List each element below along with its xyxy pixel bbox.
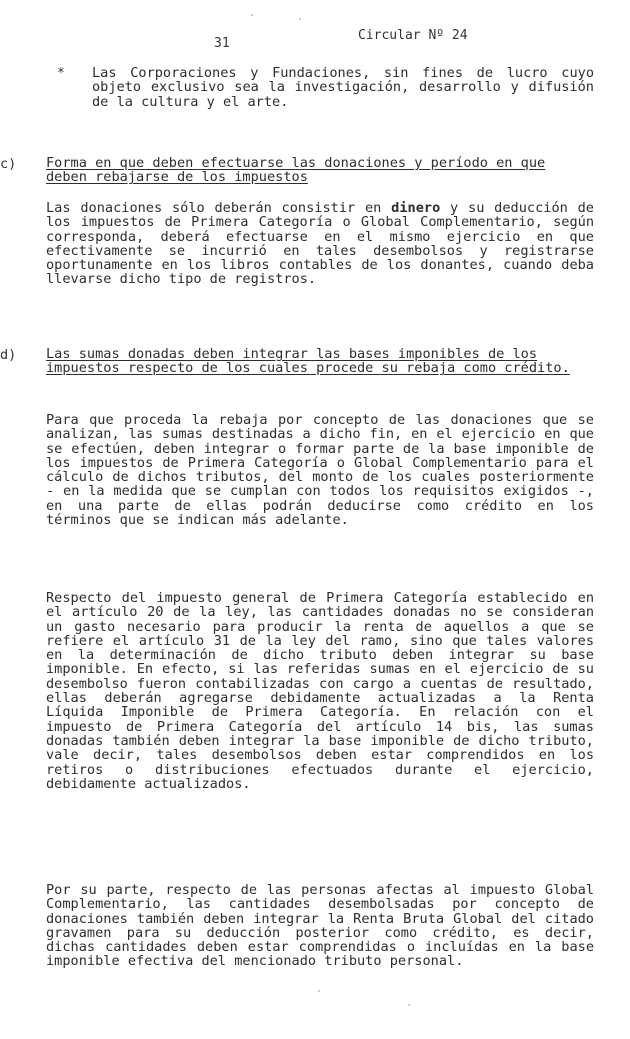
section-c-letter: c) — [0, 156, 17, 172]
section-d-paragraph-2: Respecto del impuesto general de Primera Categoría establecido en el artículo 20 de la ley, las cantidades donadas no se consideran un gasto necesario para producir la renta de aquellos a que se refiere el artículo 31 de la ley del ramo, sino que tales valores en la determinación de dicho tributo deben integrar su base imponible. En efecto, si las referidas sumas en el ejercicio de su desembolso fueron contabilizadas con cargo a cuentas de resultado, ellas deberán agregarse debidamente actualizadas a la Renta Líquida Imponible de Primera Categoría. En relación con el impuesto de Primera Categoría del artículo 14 bis, las sumas donadas también deben integrar la base imponible de dicho tributo, vale decir, tales desembolsos deben estar comprendidos en los retiros o distribuciones efectuados durante el ejercicio, debidamente actualizados. — [46, 590, 594, 792]
bullet-marker: * — [57, 66, 65, 81]
scan-speck — [299, 18, 301, 20]
section-c-paragraph-part1: Las donaciones sólo deberán consistir en — [46, 200, 392, 216]
page-number: 31 — [214, 36, 230, 51]
section-d-paragraph-1: Para que proceda la rebaja por concepto de las donaciones que se analizan, las sumas destinadas a dicho fin, en el ejercicio en que se efectúen, deben integrar o formar parte de la base imponible de los impuestos de Primera Categoría o Global Complementario para el cálculo de dichos tributos, del monto de los cuales posteriormente - en la medida que se cumplan con todos los requisitos exigidos -, en una parte de ellas podrán deducirse como crédito en los términos que se indican más adelante. — [46, 412, 594, 529]
section-c-paragraph-part2: y su deducción de los impuestos de Primera Categoría o Global Complementario, según corresponda, deberá efectuarse en el mismo ejercicio en que efectivamente se incurrió en tales desembolsos y registrarse oportunamente en los libros contables de los donantes, cuando deba llevarse dicho tipo de registros. — [46, 200, 594, 288]
section-d-title: Las sumas donadas deben integrar las bases imponibles de los impuestos respecto de los cuales procede su rebaja como crédito. — [46, 346, 570, 377]
bullet-paragraph: Las Corporaciones y Fundaciones, sin fines de lucro cuyo objeto exclusivo sea la investigación, desarrollo y difusión de la cultura y el arte. — [92, 65, 594, 110]
scan-speck — [251, 14, 253, 16]
scan-speck — [318, 990, 320, 992]
section-c-title: Forma en que deben efectuarse las donaciones y período en que deben rebajarse de los impuestos — [46, 155, 546, 186]
section-d-letter: d) — [0, 347, 17, 363]
section-c-paragraph — [46, 201, 594, 287]
section-d-paragraph-3: Por su parte, respecto de las personas afectas al impuesto Global Complementario, las cantidades desembolsadas por concepto de donaciones también deben integrar la Renta Bruta Global del citado gravamen para su deducción posterior como crédito, es decir, dichas cantidades deben estar comprendidas o incluídas en la base imponible efectiva del mencionado tributo personal. — [46, 882, 594, 970]
circular-header: Circular Nº 24 — [358, 28, 468, 43]
section-c-paragraph-bold: dinero — [391, 200, 441, 216]
scan-speck — [408, 1004, 410, 1006]
